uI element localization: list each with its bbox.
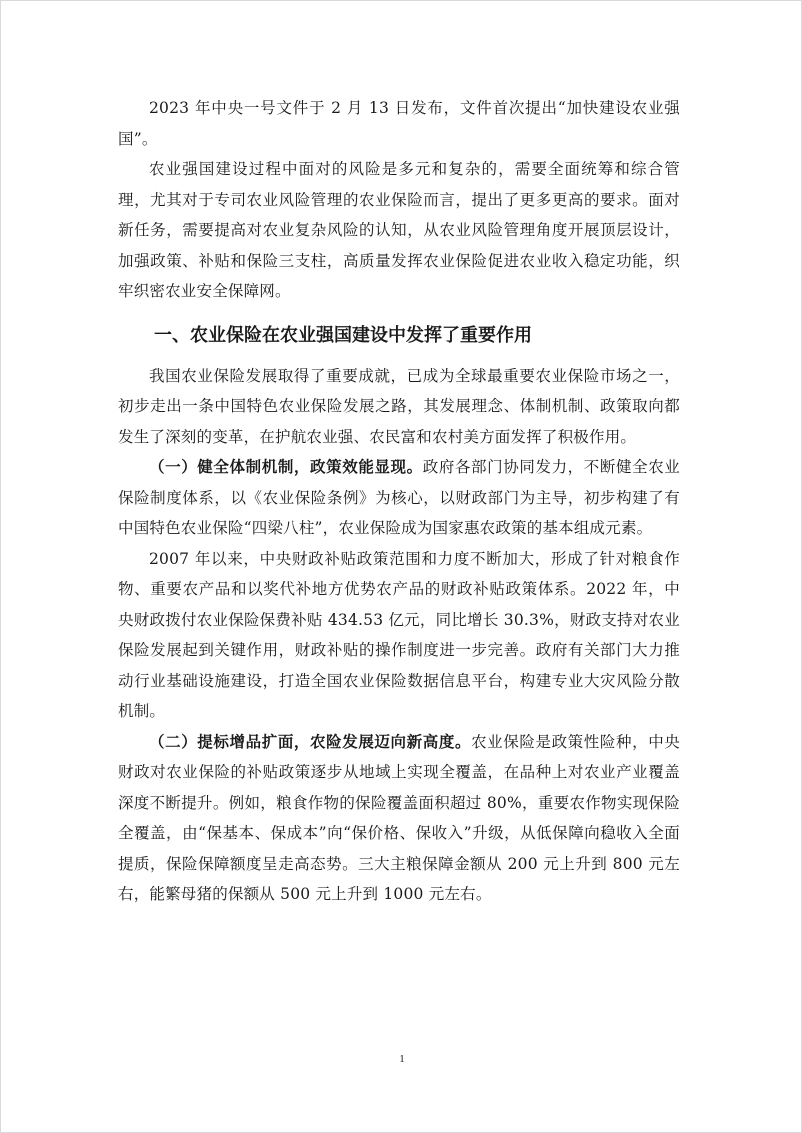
document-body — [118, 93, 680, 910]
point-2-paragraph — [118, 727, 680, 910]
section-heading: 一、农业保险在农业强国建设中发挥了重要作用 — [154, 324, 532, 346]
point-1-title: （一）健全体制机制，政策效能显现。 — [149, 457, 423, 476]
intro-paragraph-2: 农业强国建设过程中面对的风险是多元和复杂的，需要全面统筹和综合管理，尤其对于专司农业风险管理的农业保险而言，提出了更多更高的要求。面对新任务，需要提高对农业复杂风险的认知，从农业风险管理角度开展顶层设计，加强政策、补贴和保险三支柱，高质量发挥农业保险促进农业收入稳定功能，织牢织密农业安全保障网。 — [118, 160, 680, 300]
point-1-paragraph — [118, 452, 680, 544]
point-2-title: （二）提标增品扩面，农险发展迈向新高度。 — [149, 731, 472, 751]
point-1-detail-paragraph: 2007 年以来，中央财政补贴政策范围和力度不断加大，形成了针对粮食作物、重要农产品和以奖代补地方优势农产品的财政补贴政策体系。2022 年，中央财政拨付农业保险保费补贴 434.53 亿元，同比增长 30.3%，财政支持对农业保险发展起到关键作用，财政补贴的操作制度进一步完善。政府有关部门大力推动行业基础设施建设，打造全国农业保险数据信息平台，构建专业大灾风险分散机制。 — [118, 549, 680, 720]
intro-paragraph-1: 2023 年中央一号文件于 2 月 13 日发布，文件首次提出“加快建设农业强国”。 — [118, 99, 680, 148]
section-intro-paragraph: 我国农业保险发展取得了重要成就，已成为全球最重要农业保险市场之一，初步走出一条中国特色农业保险发展之路，其发展理念、体制机制、政策取向都发生了深刻的变革，在护航农业强、农民富和农村美方面发挥了积极作用。 — [118, 366, 680, 446]
page-number: 1 — [399, 1053, 405, 1065]
point-1-body: 政府各部门协同发力，不断健全农业保险制度体系，以《农业保险条例》为核心，以财政部门为主导，初步构建了有中国特色农业保险“四梁八柱”，农业保险成为国家惠农政策的基本组成元素。 — [118, 458, 680, 537]
point-2-body: 农业保险是政策性险种，中央财政对农业保险的补贴政策逐步从地域上实现全覆盖，在品种上对农业产业覆盖深度不断提升。例如，粮食作物的保险覆盖面积超过 80%，重要农作物实现保险全覆盖，由“保基本、保成本”向“保价格、保收入”升级，从低保障向稳收入全面提质，保险保障额度呈走高态势。三大主粮保障金额从 200 元上升到 800 元左右，能繁母猪的保额从 500 元上升到 1000 元左右。 — [118, 732, 680, 903]
